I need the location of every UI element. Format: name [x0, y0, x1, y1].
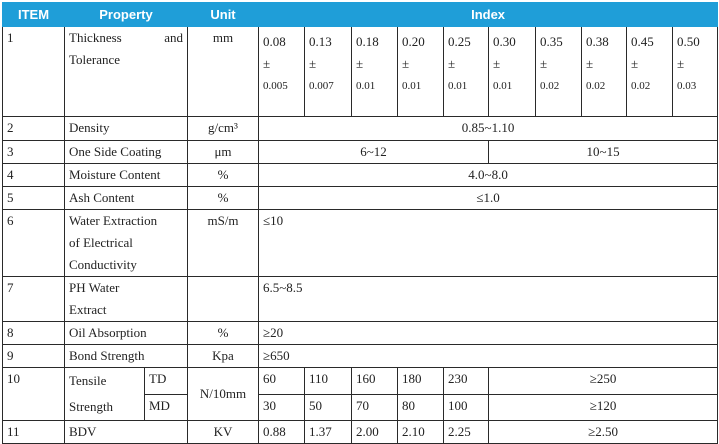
item-number: 4	[3, 164, 65, 187]
thickness-value-cell	[536, 27, 582, 117]
index-value: 10~15	[489, 141, 718, 164]
bdv-value: 2.10	[398, 421, 444, 444]
tensile-md-value: 70	[352, 394, 398, 421]
item-number: 10	[3, 368, 65, 421]
tensile-md-value: 80	[398, 394, 444, 421]
index-value: 4.0~8.0	[259, 164, 718, 187]
plus-minus: ±	[402, 56, 410, 71]
tolerance-value: 0.01	[448, 80, 468, 92]
property-line: Tensile	[69, 373, 107, 388]
item-number: 3	[3, 141, 65, 164]
index-value: ≥20	[259, 322, 718, 345]
plus-minus: ±	[586, 56, 594, 71]
index-value: ≥650	[259, 345, 718, 368]
item-number: 5	[3, 187, 65, 210]
property-name: BDV	[65, 421, 188, 444]
item-number: 7	[3, 277, 65, 322]
table-row-thickness	[3, 27, 718, 117]
property-line: Extract	[69, 302, 107, 317]
unit-cell: %	[188, 322, 259, 345]
index-value: 6.5~8.5	[259, 277, 718, 322]
table-row-ph	[3, 277, 718, 322]
tensile-md-value: 50	[305, 394, 352, 421]
property-header: Property	[65, 3, 188, 27]
item-header: ITEM	[3, 3, 65, 27]
unit-cell: %	[188, 187, 259, 210]
table-row-bond	[3, 345, 718, 368]
bdv-rest: ≥2.50	[489, 421, 718, 444]
plus-minus: ±	[631, 56, 639, 71]
thickness-value: 0.45	[631, 34, 654, 49]
unit-cell	[188, 277, 259, 322]
table-row-water-extraction	[3, 210, 718, 277]
tensile-md-value: 100	[444, 394, 489, 421]
tolerance-value: 0.01	[356, 80, 376, 92]
table-row-bdv	[3, 421, 718, 444]
thickness-value: 0.08	[263, 34, 286, 49]
thickness-value-cell	[259, 27, 305, 117]
item-number: 9	[3, 345, 65, 368]
property-name: Ash Content	[65, 187, 188, 210]
thickness-value-cell	[444, 27, 489, 117]
thickness-value: 0.18	[356, 34, 379, 49]
plus-minus: ±	[356, 56, 364, 71]
direction-label-md: MD	[145, 394, 188, 421]
unit-cell: %	[188, 164, 259, 187]
index-value: 6~12	[259, 141, 489, 164]
property-line: Water Extraction	[69, 213, 158, 228]
thickness-value-cell	[489, 27, 536, 117]
thickness-value-cell	[398, 27, 444, 117]
table-row-tensile-td	[3, 368, 718, 395]
thickness-value-cell	[627, 27, 673, 117]
property-line: Conductivity	[69, 257, 137, 272]
thickness-value: 0.38	[586, 34, 609, 49]
unit-cell: μm	[188, 141, 259, 164]
table-row-ash	[3, 187, 718, 210]
thickness-value-cell	[305, 27, 352, 117]
unit-cell: mS/m	[188, 210, 259, 277]
property-name	[65, 210, 188, 277]
property-name	[65, 27, 188, 117]
tensile-td-value: 180	[398, 368, 444, 395]
thickness-value: 0.30	[493, 34, 516, 49]
header-row	[3, 3, 718, 27]
item-number: 11	[3, 421, 65, 444]
tolerance-value: 0.02	[631, 80, 651, 92]
plus-minus: ±	[677, 56, 685, 71]
bdv-value: 2.25	[444, 421, 489, 444]
item-number: 8	[3, 322, 65, 345]
unit-cell: Kpa	[188, 345, 259, 368]
plus-minus: ±	[309, 56, 317, 71]
property-name	[65, 368, 145, 421]
thickness-value: 0.13	[309, 34, 332, 49]
bdv-value: 0.88	[259, 421, 305, 444]
table-row-coating	[3, 141, 718, 164]
property-name: One Side Coating	[65, 141, 188, 164]
unit-cell: KV	[188, 421, 259, 444]
index-header: Index	[259, 3, 718, 27]
property-line: of Electrical	[69, 235, 133, 250]
unit-header: Unit	[188, 3, 259, 27]
thickness-value: 0.35	[540, 34, 563, 49]
property-name: Density	[65, 117, 188, 141]
unit-cell: N/10mm	[188, 368, 259, 421]
tensile-md-value: 30	[259, 394, 305, 421]
plus-minus: ±	[540, 56, 548, 71]
property-line: Tolerance	[69, 52, 121, 67]
property-line: Thickness and	[69, 30, 183, 45]
plus-minus: ±	[263, 56, 271, 71]
tensile-td-value: 60	[259, 368, 305, 395]
direction-label-td: TD	[145, 368, 188, 395]
tolerance-value: 0.02	[540, 80, 560, 92]
thickness-value: 0.50	[677, 34, 700, 49]
bdv-value: 2.00	[352, 421, 398, 444]
item-number: 2	[3, 117, 65, 141]
tolerance-value: 0.005	[263, 80, 288, 92]
table-row-moisture	[3, 164, 718, 187]
tolerance-value: 0.01	[493, 80, 513, 92]
table-row-oil	[3, 322, 718, 345]
thickness-value-cell	[352, 27, 398, 117]
table-row-density	[3, 117, 718, 141]
tensile-td-value: 230	[444, 368, 489, 395]
tensile-md-rest: ≥120	[489, 394, 718, 421]
tolerance-value: 0.02	[586, 80, 606, 92]
property-name: Bond Strength	[65, 345, 188, 368]
tensile-td-value: 110	[305, 368, 352, 395]
index-value: ≤1.0	[259, 187, 718, 210]
index-value: ≤10	[259, 210, 718, 277]
thickness-value-cell	[673, 27, 718, 117]
thickness-value: 0.20	[402, 34, 425, 49]
plus-minus: ±	[493, 56, 501, 71]
tensile-td-value: 160	[352, 368, 398, 395]
property-name: Moisture Content	[65, 164, 188, 187]
thickness-value-cell	[582, 27, 627, 117]
property-line: Strength	[69, 399, 114, 414]
tensile-td-rest: ≥250	[489, 368, 718, 395]
thickness-value: 0.25	[448, 34, 471, 49]
bdv-value: 1.37	[305, 421, 352, 444]
property-name: Oil Absorption	[65, 322, 188, 345]
plus-minus: ±	[448, 56, 456, 71]
property-line: PH Water	[69, 280, 120, 295]
tolerance-value: 0.03	[677, 80, 697, 92]
item-number: 1	[3, 27, 65, 117]
index-value: 0.85~1.10	[259, 117, 718, 141]
item-number: 6	[3, 210, 65, 277]
tolerance-value: 0.01	[402, 80, 422, 92]
unit-cell: mm	[188, 27, 259, 117]
unit-cell: g/cm³	[188, 117, 259, 141]
specification-table	[2, 2, 718, 444]
tolerance-value: 0.007	[309, 80, 334, 92]
property-name	[65, 277, 188, 322]
